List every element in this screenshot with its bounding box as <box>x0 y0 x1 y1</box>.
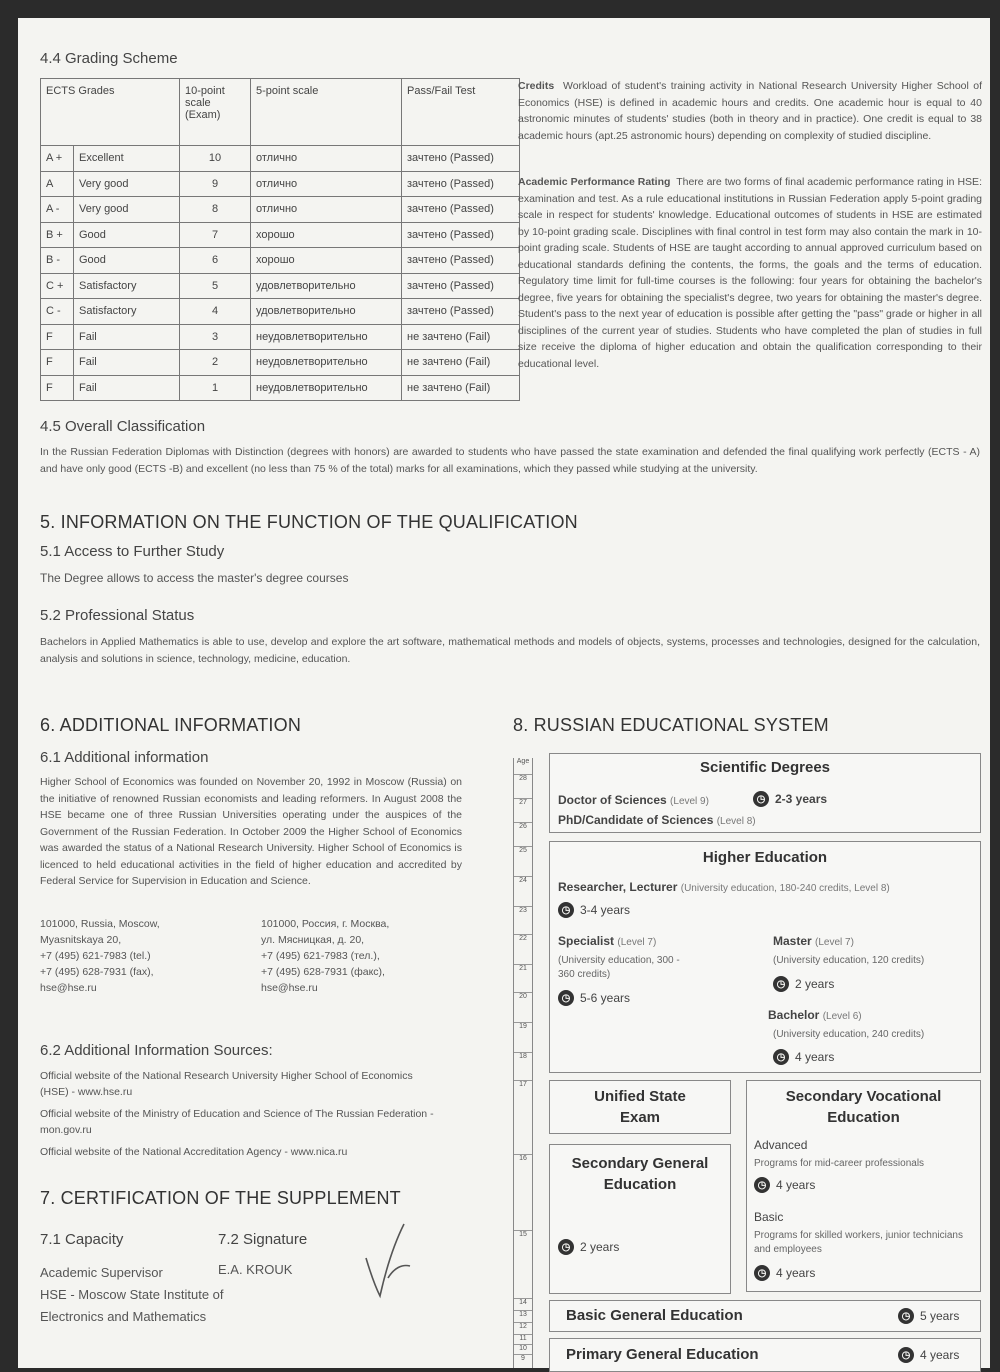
phd-label <box>558 813 756 827</box>
info-title: 6.1 Additional information <box>40 749 209 766</box>
clock-icon: ◷ <box>773 1049 789 1065</box>
cell: неудовлетворительно <box>251 324 402 350</box>
primary-general-box <box>549 1338 981 1372</box>
age-scale <box>513 758 533 1368</box>
basic-duration <box>754 1265 815 1281</box>
cell: 5 <box>180 273 251 299</box>
age-tick: 28 <box>514 774 532 782</box>
address-line: hse@hse.ru <box>261 982 318 994</box>
master-name: Master <box>773 934 812 948</box>
researcher-name: Researcher, Lecturer <box>558 880 678 894</box>
section6-title: 6. ADDITIONAL INFORMATION <box>40 715 302 735</box>
unified-title: Unified State Exam <box>594 1088 686 1126</box>
cell: отлично <box>251 197 402 223</box>
cell: A - <box>41 197 74 223</box>
age-tick: 21 <box>514 964 532 972</box>
basic-note: Programs for skilled workers, junior technicians and employees <box>754 1230 963 1255</box>
basic-label: Basic <box>754 1210 784 1224</box>
age-tick: 11 <box>514 1334 532 1342</box>
cell: не зачтено (Fail) <box>402 375 520 401</box>
cell: Satisfactory <box>74 299 180 325</box>
age-tick: 17 <box>514 1080 532 1088</box>
overall-title: 4.5 Overall Classification <box>40 418 206 435</box>
duration-text: 4 years <box>776 1266 816 1280</box>
age-tick: 19 <box>514 1022 532 1030</box>
cell: зачтено (Passed) <box>402 299 520 325</box>
basic-general-title: Basic General Education <box>566 1307 743 1324</box>
table-header-row <box>41 79 520 146</box>
master-level: (Level 7) <box>815 937 854 948</box>
source-item: Official website of the National Accreditation Agency - www.nica.ru <box>40 1146 348 1158</box>
clock-icon: ◷ <box>898 1347 914 1363</box>
cell: хорошо <box>251 222 402 248</box>
cell: Good <box>74 248 180 274</box>
cell: неудовлетворительно <box>251 350 402 376</box>
cell: 1 <box>180 375 251 401</box>
duration-text: 4 years <box>776 1178 816 1192</box>
age-tick: 24 <box>514 876 532 884</box>
capacity-title: 7.1 Capacity <box>40 1231 124 1248</box>
cell: зачтено (Passed) <box>402 171 520 197</box>
age-tick: 14 <box>514 1298 532 1306</box>
access-title: 5.1 Access to Further Study <box>40 543 225 560</box>
clock-icon: ◷ <box>773 976 789 992</box>
cell: Fail <box>74 375 180 401</box>
address-line: 101000, Russia, Moscow, <box>40 918 160 930</box>
duration-text: 2-3 years <box>775 792 828 806</box>
status-title: 5.2 Professional Status <box>40 607 195 624</box>
cell: 3 <box>180 324 251 350</box>
table-row <box>41 324 520 350</box>
table-row <box>41 350 520 376</box>
scientific-degrees-box <box>549 753 981 833</box>
section8-title: 8. RUSSIAN EDUCATIONAL SYSTEM <box>513 715 829 735</box>
grading-title: 4.4 Grading Scheme <box>40 50 178 67</box>
cell: зачтено (Passed) <box>402 222 520 248</box>
clock-icon: ◷ <box>754 1177 770 1193</box>
secondary-general-box <box>549 1144 731 1294</box>
age-tick: 12 <box>514 1322 532 1330</box>
capacity-line: HSE - Moscow State Institute of <box>40 1287 224 1302</box>
address-ru <box>261 916 461 996</box>
age-tick: 20 <box>514 992 532 1000</box>
clock-icon: ◷ <box>558 902 574 918</box>
master-duration <box>773 976 834 992</box>
doctor-label <box>558 793 709 807</box>
bachelor-level: (Level 6) <box>822 1011 862 1022</box>
age-tick: 22 <box>514 934 532 942</box>
section7-title: 7. CERTIFICATION OF THE SUPPLEMENT <box>40 1188 401 1208</box>
cell: 7 <box>180 222 251 248</box>
header-10point: 10-point scale (Exam) <box>180 79 251 146</box>
address-line: ул. Мясницкая, д. 20, <box>261 934 365 946</box>
unified-exam-box <box>549 1080 731 1134</box>
cell: Very good <box>74 197 180 223</box>
source-item: Official website of the National Research University Higher School of Economics (HSE) - www.hse.ru <box>40 1070 413 1098</box>
cell: C + <box>41 273 74 299</box>
clock-icon: ◷ <box>558 990 574 1006</box>
secondary-title: Secondary General Education <box>571 1155 709 1193</box>
basic-general-duration <box>898 1308 959 1324</box>
table-row <box>41 222 520 248</box>
doctor-level: (Level 9) <box>670 796 709 807</box>
bachelor-name: Bachelor <box>768 1008 820 1022</box>
duration-text: 4 years <box>920 1348 960 1362</box>
table-row <box>41 197 520 223</box>
specialist-note: (University education, 300 - 360 credits) <box>558 955 680 980</box>
cell: 10 <box>180 146 251 172</box>
primary-title: Primary General Education <box>566 1346 759 1363</box>
master-label <box>773 934 854 948</box>
address-line: +7 (495) 628-7931 (fax), <box>40 966 154 978</box>
source-item: Official website of the Ministry of Education and Science of The Russian Federation - mon.gov.ru <box>40 1108 434 1136</box>
info-text: Higher School of Economics was founded on November 20, 1992 in Moscow (Russia) on the initiative of renowned Russian economists and leading reformers. In August 2008 the HSE became one of three Russian Universities operating under the auspices of the Government of the Russian Federation. In October 2009 the Higher School of Economics was awarded the status of a National Research University. Higher School of Economics is licenced to held educational activities in the field of higher education and accredited by Federal Service for Supervision in Education and Science. <box>40 776 462 887</box>
capacity-line: Electronics and Mathematics <box>40 1309 207 1324</box>
sources-title: 6.2 Additional Information Sources: <box>40 1042 273 1059</box>
rating-label: Academic Performance Rating <box>518 176 671 188</box>
address-line: hse@hse.ru <box>40 982 97 994</box>
age-label: Age <box>516 758 530 765</box>
specialist-duration <box>558 990 630 1006</box>
cell: 8 <box>180 197 251 223</box>
address-en <box>40 916 250 996</box>
secondary-duration <box>558 1239 619 1255</box>
table-row <box>41 299 520 325</box>
bachelor-note: (University education, 240 credits) <box>773 1029 925 1040</box>
basic-general-box <box>549 1300 981 1332</box>
researcher-note: (University education, 180-240 credits, Level 8) <box>680 883 890 894</box>
duration-text: 5-6 years <box>580 991 631 1005</box>
age-tick: 16 <box>514 1154 532 1162</box>
cell: B + <box>41 222 74 248</box>
cell: Satisfactory <box>74 273 180 299</box>
signature-icon <box>358 1218 418 1308</box>
duration-text: 5 years <box>920 1309 960 1323</box>
clock-icon: ◷ <box>754 1265 770 1281</box>
cell: зачтено (Passed) <box>402 197 520 223</box>
table-row <box>41 273 520 299</box>
age-tick: 27 <box>514 798 532 806</box>
cell: A + <box>41 146 74 172</box>
clock-icon: ◷ <box>558 1239 574 1255</box>
cell: зачтено (Passed) <box>402 146 520 172</box>
age-tick: 25 <box>514 846 532 854</box>
cell: отлично <box>251 171 402 197</box>
clock-icon: ◷ <box>753 791 769 807</box>
signature-title: 7.2 Signature <box>218 1231 308 1248</box>
address-line: +7 (495) 621-7983 (тел.), <box>261 950 380 962</box>
overall-text: In the Russian Federation Diplomas with Distinction (degrees with honors) are awarded to students who have passed the state examination and defended the final qualifying work perfectly (ECTS - A) and have only good (ECTS -B) and excellent (no less than 75 % of the total) marks for all examinations, which they passed while studying at the university. <box>40 446 980 475</box>
grading-table <box>40 78 520 401</box>
specialist-name: Specialist <box>558 934 615 948</box>
cell: неудовлетворительно <box>251 375 402 401</box>
higher-title: Higher Education <box>702 849 828 866</box>
cell: Very good <box>74 171 180 197</box>
primary-duration <box>898 1347 959 1363</box>
duration-text: 4 years <box>795 1050 835 1064</box>
rating-paragraph <box>518 174 982 372</box>
cell: не зачтено (Fail) <box>402 350 520 376</box>
advanced-label: Advanced <box>754 1138 808 1152</box>
specialist-label <box>558 934 656 948</box>
duration-text: 2 years <box>580 1240 620 1254</box>
address-line: +7 (495) 621-7983 (tel.) <box>40 950 151 962</box>
capacity-line: Academic Supervisor <box>40 1265 163 1280</box>
address-line: +7 (495) 628-7931 (факс), <box>261 966 385 978</box>
cell: 2 <box>180 350 251 376</box>
vocational-title: Secondary Vocational Education <box>785 1088 942 1126</box>
cell: A <box>41 171 74 197</box>
capacity-lines <box>40 1262 224 1328</box>
cell: отлично <box>251 146 402 172</box>
cell: хорошо <box>251 248 402 274</box>
cell: удовлетворительно <box>251 273 402 299</box>
cell: F <box>41 324 74 350</box>
cell: не зачтено (Fail) <box>402 324 520 350</box>
header-passfail: Pass/Fail Test <box>402 79 520 146</box>
age-tick: 10 <box>514 1344 532 1352</box>
cell: 4 <box>180 299 251 325</box>
cell: 6 <box>180 248 251 274</box>
table-row <box>41 248 520 274</box>
document-page <box>18 18 990 1368</box>
bachelor-label <box>768 1008 862 1022</box>
cell: F <box>41 375 74 401</box>
signer-name: E.A. KROUK <box>218 1262 293 1277</box>
phd-level: (Level 8) <box>716 816 756 827</box>
bachelor-duration <box>773 1049 834 1065</box>
age-tick: 13 <box>514 1310 532 1318</box>
access-text: The Degree allows to access the master's degree courses <box>40 571 349 585</box>
rating-text: There are two forms of final academic performance rating in HSE: examination and test. As a rule educational institutions in Russian Federation apply 5-point grading scale in respect for students' knowledge. Educational outcomes of students in HSE are estimated by 10-point grading scale. Disciplines with final control in test form may also contain the mark in 10-point grading scale. Students of HSE are taught according to annual approved curriculum based on educational standards defining the contents, the forms, the goals and the terms of education. Regulatory time limit for full-time courses is the following: four years for obtaining the bachelor's degree, five years for obtaining the specialist's degree, two years for obtaining the master's degree. Student's pass to the next year of education is possible after getting the "pass" grade or higher in all disciplines of the current year of studies. Students who have completed the plan of studies in full size receive the diploma of higher education and obtain the qualification corresponding to their educational level. <box>518 176 982 370</box>
header-5point: 5-point scale <box>251 79 402 146</box>
status-text: Bachelors in Applied Mathematics is able to use, develop and explore the art software, mathematical methods and models of objects, systems, processes and technologies, designed for the calculation, analysis and solutions in science, technology, medicine, education. <box>40 636 980 665</box>
cell: зачтено (Passed) <box>402 273 520 299</box>
cell: 9 <box>180 171 251 197</box>
age-tick: 9 <box>514 1354 532 1362</box>
vocational-box <box>746 1080 981 1292</box>
cell: Good <box>74 222 180 248</box>
scientific-duration <box>753 791 827 807</box>
cell: зачтено (Passed) <box>402 248 520 274</box>
advanced-note: Programs for mid-career professionals <box>754 1158 925 1169</box>
researcher-label <box>558 880 973 894</box>
clock-icon: ◷ <box>898 1308 914 1324</box>
header-ects: ECTS Grades <box>41 79 180 146</box>
sources-list <box>40 1068 440 1160</box>
age-tick: 23 <box>514 906 532 914</box>
credits-label: Credits <box>518 80 555 92</box>
age-tick: 26 <box>514 822 532 830</box>
table-row <box>41 375 520 401</box>
cell: Excellent <box>74 146 180 172</box>
cell: Fail <box>74 324 180 350</box>
duration-text: 2 years <box>795 977 835 991</box>
cell: удовлетворительно <box>251 299 402 325</box>
age-tick: 15 <box>514 1230 532 1238</box>
advanced-duration <box>754 1177 815 1193</box>
researcher-duration <box>558 902 630 918</box>
credits-paragraph <box>518 78 982 144</box>
cell: B - <box>41 248 74 274</box>
master-note: (University education, 120 credits) <box>773 955 925 966</box>
scientific-title: Scientific Degrees <box>699 759 831 776</box>
specialist-level: (Level 7) <box>617 937 657 948</box>
cell: F <box>41 350 74 376</box>
table-row <box>41 146 520 172</box>
section5-title: 5. INFORMATION ON THE FUNCTION OF THE QUALIFICATION <box>40 512 578 532</box>
table-row <box>41 171 520 197</box>
credits-text: Workload of student's training activity in National Research University Higher School of Economics (HSE) is defined in academic hours and credits. One academic hour is equal to 40 astronomic minutes of students' studies (both in theory and in practice). One credit is equal to 38 academic hours (apt.25 astronomic hours) depending on complexity of studied discipline. <box>518 80 982 142</box>
cell: Fail <box>74 350 180 376</box>
cell: C - <box>41 299 74 325</box>
higher-education-box <box>549 841 981 1073</box>
phd-name: PhD/Candidate of Sciences <box>558 813 714 827</box>
address-line: Myasnitskaya 20, <box>40 934 122 946</box>
address-line: 101000, Россия, г. Москва, <box>261 918 390 930</box>
age-tick: 18 <box>514 1052 532 1060</box>
duration-text: 3-4 years <box>580 903 631 917</box>
doctor-name: Doctor of Sciences <box>558 793 667 807</box>
